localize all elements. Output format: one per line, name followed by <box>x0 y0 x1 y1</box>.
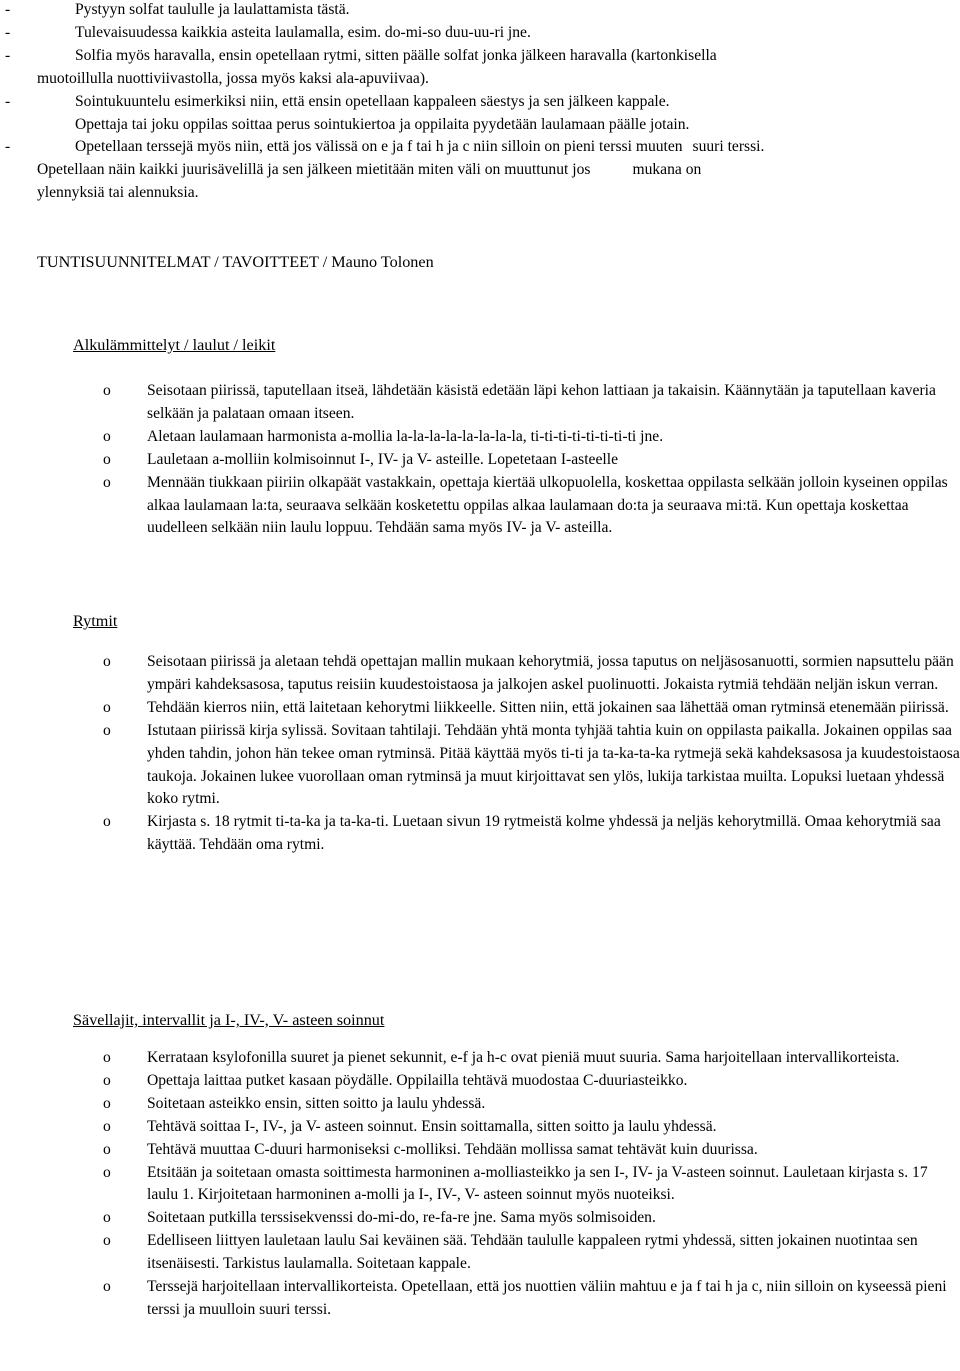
intro-line-text: suuri terssi. <box>692 138 765 156</box>
section-heading-keys-intervals: Sävellajit, intervallit ja I-, IV-, V- asteen soinnut <box>73 1011 385 1029</box>
intro-line <box>0 45 960 68</box>
list-item-text: Seisotaan piirissä ja aletaan tehdä opettajan mallin mukaan kehorytmiä, jossa taputus on neljäsosanuotti, sormien napsuttelu pään ympäri kahdeksasosa, taputus reisiin kuudestoistaosa ja jalkojen askel puolinuotti. Jokaista rytmiä tehdään neljän iskun verran. <box>147 653 954 693</box>
list-item-text: Terssejä harjoitellaan intervallikorteista. Opetellaan, että jos nuottien väliin mahtuu e ja f tai h ja c, niin silloin on kyseessä pieni terssi ja muulloin suuri terssi. <box>147 1278 947 1318</box>
bullet-marker: o <box>103 382 111 399</box>
list-item <box>0 720 960 812</box>
bullet-marker: o <box>103 1071 111 1089</box>
bullet-marker: o <box>103 1209 111 1227</box>
intro-line-text: Opetellaan terssejä myös niin, että jos välissä on e ja f tai h ja c niin silloin on pieni terssi muuten <box>75 138 683 156</box>
list-item <box>0 426 960 449</box>
rhythms-list <box>0 651 960 857</box>
list-item <box>0 449 960 472</box>
list-item <box>0 697 960 720</box>
warmups-list <box>0 380 960 540</box>
list-item <box>0 380 960 426</box>
list-item <box>0 1139 960 1162</box>
bullet-marker: o <box>103 721 111 739</box>
bullet-marker: o <box>103 1049 111 1066</box>
list-item-text: Istutaan piirissä kirja sylissä. Sovitaan tahtilaji. Tehdään yhtä monta tyhjää tahtia kuin on oppilasta paikalla. Jokainen oppilas saa yhden tahdin, johon hän tekee oman rytminsä. Pitää käyttää myös ti-ti ja ta-ka-ta-ka rytmejä sekä kahdeksasosa ja kuudestoistaosa taukoja. Jokainen lukee vuorollaan oman rytminsä ja muut kirjoittavat sen ylös, lukija tarkistaa muilta. Lopuksi luetaan yhdessä koko rytmi. <box>147 721 960 808</box>
bullet-marker: o <box>103 1278 111 1296</box>
bullet-marker: o <box>103 1232 111 1250</box>
bullet-marker: o <box>103 653 111 670</box>
list-item <box>0 651 960 697</box>
bullet-marker: o <box>103 698 111 716</box>
intro-line-continuation <box>0 159 960 182</box>
intro-line-continuation <box>0 68 960 91</box>
list-item-text: Opettaja laittaa putket kasaan pöydälle. Oppilailla tehtävä muodostaa C-duuriasteikko. <box>147 1071 688 1089</box>
intro-line-text: Solfia myös haravalla, ensin opetellaan rytmi, sitten päälle solfat jonka jälkeen haravalla (kartonkisella <box>75 46 717 64</box>
section-heading-warmups: Alkulämmittelyt / laulut / leikit <box>73 336 276 354</box>
list-item <box>0 1047 960 1070</box>
list-item <box>0 811 960 857</box>
list-item <box>0 1116 960 1139</box>
intro-line <box>0 91 960 114</box>
list-item <box>0 1093 960 1116</box>
bullet-marker: o <box>103 1117 111 1135</box>
intro-line-text: Opetellaan näin kaikki juurisävelillä ja sen jälkeen mietitään miten väli on muuttunut jos <box>37 161 591 179</box>
dash-marker: - <box>5 46 11 64</box>
list-item-text: Seisotaan piirissä, taputellaan itseä, lähdetään käsistä edetään läpi kehon lattiaan ja takaisin. Käännytään ja taputellaan kaveria selkään ja palataan omaan itseen. <box>147 382 936 422</box>
intro-line-text: mukana on <box>632 161 702 179</box>
intro-line <box>0 22 960 45</box>
list-item-text: Tehtävä soittaa I-, IV-, ja V- asteen soinnut. Ensin soittamalla, sitten soitto ja laulu yhdessä. <box>147 1117 717 1135</box>
intro-line-continuation <box>0 182 960 205</box>
intro-list <box>0 0 960 205</box>
bullet-marker: o <box>103 1163 111 1181</box>
dash-marker: - <box>5 1 11 18</box>
list-item <box>0 472 960 541</box>
intro-line-text: Pystyyn solfat taululle ja laulattamista tästä. <box>75 1 350 18</box>
list-item <box>0 1230 960 1276</box>
intro-line-continuation <box>0 114 960 137</box>
bullet-marker: o <box>103 427 111 445</box>
intro-line <box>0 136 960 159</box>
list-item-text: Edelliseen liittyen lauletaan laulu Sai keväinen sää. Tehdään taululle kappaleen rytmi yhdessä, sitten jokainen nuotintaa sen itsenäisesti. Tarkistus laulamalla. Soitetaan kappale. <box>147 1232 918 1273</box>
intro-line-text: Sointukuuntelu esimerkiksi niin, että ensin opetellaan kappaleen säestys ja sen jälkeen kappale. <box>75 92 670 110</box>
bullet-marker: o <box>103 450 111 468</box>
intro-line <box>0 0 960 22</box>
intro-line-text: Opettaja tai joku oppilas soittaa perus sointukiertoa ja oppilaita pyydetään laulamaan päälle jotain. <box>75 115 690 133</box>
intro-line-text: ylennyksiä tai alennuksia. <box>37 184 199 202</box>
page-title: TUNTISUUNNITELMAT / TAVOITTEET / Mauno Tolonen <box>37 253 434 271</box>
intro-line-text: muotoillulla nuottiviivastolla, jossa myös kaksi ala-apuviivaa). <box>37 69 429 87</box>
bullet-marker: o <box>103 1094 111 1112</box>
list-item-text: Tehdään kierros niin, että laitetaan kehorytmi liikkeelle. Sitten niin, että jokainen saa lähettää oman rytminsä etenemään piirissä. <box>147 698 949 716</box>
list-item-text: Kerrataan ksylofonilla suuret ja pienet sekunnit, e-f ja h-c ovat pieniä muut suuria. Sama harjoitellaan intervallikorteista. <box>147 1049 900 1066</box>
bullet-marker: o <box>103 473 111 491</box>
dash-marker: - <box>5 23 11 41</box>
list-item-text: Soitetaan asteikko ensin, sitten soitto ja laulu yhdessä. <box>147 1094 486 1112</box>
bullet-marker: o <box>103 1140 111 1158</box>
list-item <box>0 1162 960 1208</box>
intro-line-text: Tulevaisuudessa kaikkia asteita laulamalla, esim. do-mi-so duu-uu-ri jne. <box>75 23 531 41</box>
bullet-marker: o <box>103 813 111 831</box>
list-item-text: Mennään tiukkaan piiriin olkapäät vastakkain, opettaja kiertää ulkopuolella, koskettaa oppilasta selkään jolloin kyseinen oppilas alkaa laulamaan la:ta, seuraava selkään kosketettu oppilas alkaa laulamaan do:ta ja seuraava mi:tä. Kun opettaja koskettaa uudelleen selkään niin laulu loppuu. Tehdään sama myös IV- ja V- asteilla. <box>147 473 948 537</box>
list-item-text: Aletaan laulamaan harmonista a-mollia la-la-la-la-la-la-la-la, ti-ti-ti-ti-ti-ti-ti-ti jne. <box>147 427 664 445</box>
list-item-text: Lauletaan a-molliin kolmisoinnut I-, IV- ja V- asteille. Lopetetaan I-asteelle <box>147 450 618 468</box>
keys-intervals-list <box>0 1047 960 1322</box>
list-item-text: Kirjasta s. 18 rytmit ti-ta-ka ja ta-ka-ti. Luetaan sivun 19 rytmeistä kolme yhdessä ja neljäs kehorytmillä. Omaa kehorytmiä saa käyttää. Tehdään oma rytmi. <box>147 813 941 854</box>
dash-marker: - <box>5 138 11 156</box>
section-heading-rhythms: Rytmit <box>73 612 118 630</box>
list-item <box>0 1276 960 1322</box>
dash-marker: - <box>5 92 11 110</box>
list-item <box>0 1070 960 1093</box>
list-item-text: Tehtävä muuttaa C-duuri harmoniseksi c-molliksi. Tehdään mollissa samat tehtävät kuin duurissa. <box>147 1140 758 1158</box>
list-item-text: Soitetaan putkilla terssisekvenssi do-mi-do, re-fa-re jne. Sama myös solmisoiden. <box>147 1209 656 1227</box>
list-item <box>0 1207 960 1230</box>
list-item-text: Etsitään ja soitetaan omasta soittimesta harmoninen a-molliasteikko ja sen I-, IV- ja V-asteen soinnut. Lauletaan kirjasta s. 17 laulu 1. Kirjoitetaan harmoninen a-molli ja I-, IV-, V- asteen soinnut myös nuoteiksi. <box>147 1163 928 1204</box>
